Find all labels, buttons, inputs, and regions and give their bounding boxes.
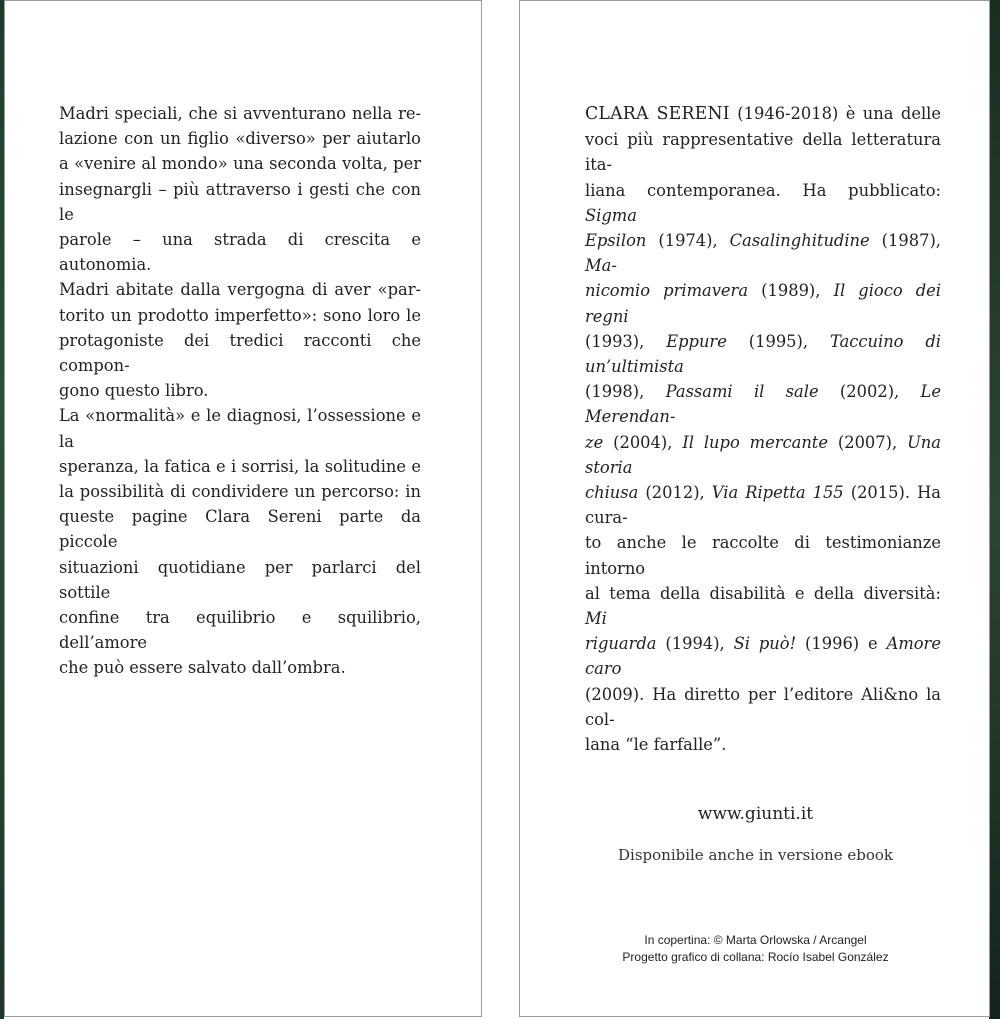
author-bio [585, 101, 941, 757]
bio-text: (2012), [638, 483, 712, 503]
bio-line [585, 178, 941, 228]
bio-line [585, 430, 941, 480]
bio-line: voci più rappresentative della letteratura ita- [585, 130, 941, 175]
book-title: nicomio primavera [585, 281, 749, 301]
book-title: Passami il sale [665, 382, 819, 402]
book-title: chiusa [585, 483, 639, 503]
bio-text: (1994), [656, 634, 734, 654]
bio-line [585, 278, 941, 328]
blurb-line: confine tra equilibrio e squilibrio, dell’amore [59, 608, 421, 653]
blurb-line: la possibilità di condividere un percorso: in [59, 482, 421, 502]
bio-text: (1996) e [796, 634, 887, 654]
bio-text: (2004), [603, 432, 683, 452]
book-title: Amore caro [585, 634, 941, 679]
bio-line [585, 480, 941, 530]
bio-line [585, 581, 941, 631]
right-flap-page [519, 0, 990, 1017]
book-title: Una storia [585, 432, 941, 477]
book-title: Le Merendan- [585, 382, 941, 427]
bio-line: (2009). Ha diretto per l’editore Ali&no la col- [585, 684, 941, 729]
blurb-line: protagoniste dei tredici racconti che compon- [59, 330, 421, 376]
book-title: Ma- [585, 256, 617, 276]
bio-text: (1998), [585, 382, 666, 402]
bio-line: to anche le raccolte di testimonianze intorno [585, 533, 941, 578]
bio-text: (1987), [869, 231, 941, 251]
blurb-line: torito un prodotto imperfetto»: sono loro le [59, 305, 421, 325]
bio-text: (1989), [748, 281, 834, 301]
blurb-line: speranza, la fatica e i sorrisi, la solitudine e [59, 456, 421, 476]
bio-text: (1993), [585, 331, 667, 351]
cover-credit: In copertina: © Marta Orlowska / Arcangel [644, 933, 867, 947]
book-title: ze [585, 432, 604, 452]
blurb-line: queste pagine Clara Sereni parte da piccole [59, 507, 421, 552]
book-title: Sigma [585, 205, 637, 225]
blurb-line: parole – una strada di crescita e autonomia. [59, 230, 421, 275]
book-blurb [59, 101, 421, 681]
blurb-line: gono questo libro. [59, 381, 209, 401]
bio-text: (2007), [827, 432, 908, 452]
book-title: Il lupo mercante [682, 432, 828, 452]
bio-line: lana “le farfalle”. [585, 735, 727, 755]
bio-line [585, 631, 941, 681]
book-title: Via Ripetta 155 [711, 483, 844, 503]
publisher-website: www.giunti.it [697, 804, 814, 824]
bio-text: (1946-2018) è una delle [729, 104, 942, 123]
blurb-line: situazioni quotidiane per parlarci del sottile [59, 557, 421, 602]
book-title: Eppure [666, 331, 727, 351]
book-title: Casalinghitudine [729, 231, 870, 251]
bio-line [585, 228, 941, 278]
bio-text: (1995), [726, 331, 830, 351]
blurb-line: a «venire al mondo» una seconda volta, per [59, 154, 421, 174]
book-title: Il gioco dei regni [585, 281, 942, 326]
bio-line [585, 379, 941, 429]
book-title: riguarda [585, 634, 657, 654]
bio-line [585, 329, 941, 379]
blurb-line: che può essere salvato dall’ombra. [59, 658, 346, 678]
bio-text: liana contemporanea. Ha pubblicato: [585, 180, 941, 200]
author-name: CLARA SERENI [585, 104, 730, 124]
bio-text: (1974), [646, 231, 730, 251]
blurb-line: Madri speciali, che si avventurano nella re- [59, 104, 421, 123]
blurb-line: insegnargli – più attraverso i gesti che con le [59, 179, 421, 224]
blurb-line: lazione con un figlio «diverso» per aiutarlo [59, 129, 421, 149]
left-flap-page [4, 0, 482, 1017]
blurb-line: La «normalità» e le diagnosi, l’ossessione e la [59, 406, 421, 451]
design-credit: Progetto grafico di collana: Rocío Isabel González [622, 950, 889, 964]
book-title: Taccuino di un’ultimista [585, 331, 942, 377]
bio-text: al tema della disabilità e della diversità: [585, 583, 941, 603]
bio-text: (2002), [818, 382, 921, 402]
cover-edge-right [989, 0, 1000, 1019]
page-gutter [481, 0, 519, 1019]
book-title: Si può! [733, 634, 797, 654]
book-title: Epsilon [585, 231, 647, 251]
ebook-availability-note: Disponibile anche in versione ebook [618, 846, 893, 864]
bio-line [585, 101, 941, 127]
blurb-line: Madri abitate dalla vergogna di aver «par- [59, 280, 421, 300]
bio-text: (2015). Ha cura- [585, 483, 941, 528]
book-title: Mi [585, 609, 607, 629]
